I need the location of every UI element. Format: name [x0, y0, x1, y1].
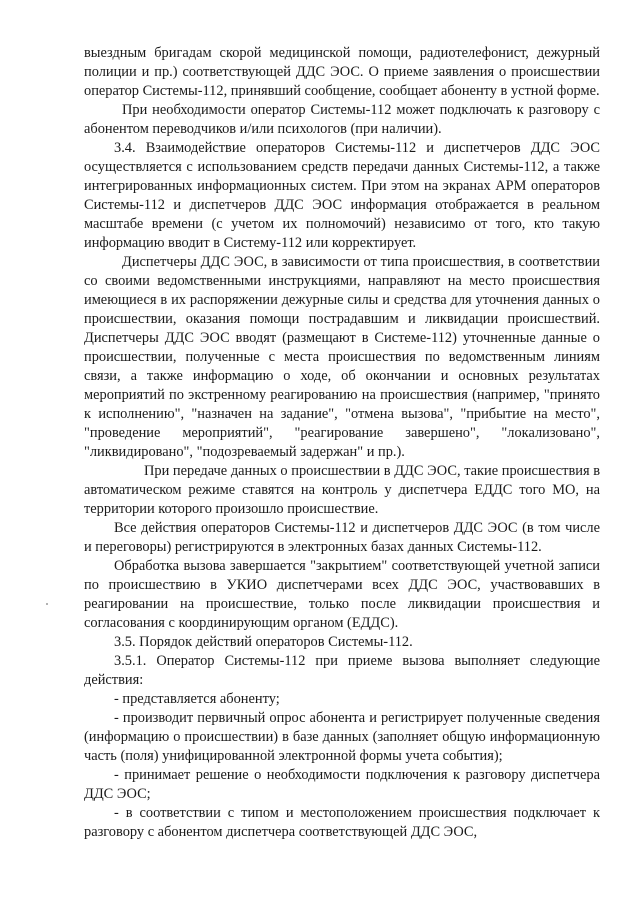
- paragraph-dispatchers: Диспетчеры ДДС ЭОС, в зависимости от типа происшествия, в соответствии со своими ведомственными инструкциями, направляют на место происшествия имеющиеся в их распоряжении дежурные силы и средства для уточнения данных о происшествии, оказания помощи пострадавшим и ликвидации происшествий. Диспетчеры ДДС ЭОС вводят (размещают в Системе-112) уточненные данные о происшествии, полученные с места происшествия по ведомственным линиям связи, а также информацию о ходе, об окончании и основных результатах мероприятий по экстренному реагированию на происшествия (например, "принято к исполнению", "назначен на задание", "отмена вызова", "прибытие на место", "проведение мероприятий", "реагирование завершено", "локализовано", "ликвидировано", "подозреваемый задержан" и пр.).: [84, 254, 600, 460]
- scan-speck: [46, 603, 48, 605]
- paragraph-continuation: выездным бригадам скорой медицинской помощи, радиотелефонист, дежурный полиции и пр.) соответствующей ДДС ЭОС. О приеме заявления о происшествии оператор Системы-112, принявший сообщение, сообщает абоненту в устной форме.: [84, 45, 600, 99]
- paragraph-registration: Все действия операторов Системы-112 и диспетчеров ДДС ЭОС (в том числе и переговоры) регистрируются в электронных базах данных Системы-112.: [84, 520, 600, 555]
- paragraph-call-closing: Обработка вызова завершается "закрытием" соответствующей учетной записи по происшествию в УКИО диспетчерами всех ДДС ЭОС, участвовавших в реагировании на происшествие, только после ликвидации происшествия и согласования с координирующим органом (ЕДДС).: [84, 558, 600, 631]
- list-item-connects-dispatcher: - в соответствии с типом и местоположением происшествия подключает к разговору с абонентом диспетчера соответствующей ДДС ЭОС,: [84, 805, 600, 840]
- list-item-primary-survey: - производит первичный опрос абонента и регистрирует полученные сведения (информацию о происшествии) в базе данных (заполняет общую информационную часть (поля) унифицированной электронной формы учета события);: [84, 710, 600, 764]
- paragraph-interpreters: При необходимости оператор Системы-112 может подключать к разговору с абонентом переводчиков и/или психологов (при наличии).: [84, 102, 600, 137]
- list-item-decision: - принимает решение о необходимости подключения к разговору диспетчера ДДС ЭОС;: [84, 767, 600, 802]
- paragraph-data-transfer: При передаче данных о происшествии в ДДС ЭОС, такие происшествия в автоматическом режиме ставятся на контроль у диспетчера ЕДДС того МО, на территории которого произошло происшествие.: [84, 463, 600, 517]
- paragraph-section-3-4: 3.4. Взаимодействие операторов Системы-112 и диспетчеров ДДС ЭОС осуществляется с использованием средств передачи данных Системы-112, а также интегрированных информационных систем. При этом на экранах АРМ операторов Системы-112 и диспетчеров ДДС ЭОС информация отображается в реальном масштабе времени (с учетом их полномочий) независимо от того, кто такую информацию вводит в Систему-112 или корректирует.: [84, 140, 600, 251]
- list-item-introduces: - представляется абоненту;: [114, 691, 280, 707]
- section-heading-3-5: 3.5. Порядок действий операторов Системы-112.: [114, 634, 413, 650]
- document-page: [84, 44, 600, 842]
- paragraph-3-5-1: 3.5.1. Оператор Системы-112 при приеме вызова выполняет следующие действия:: [84, 653, 600, 688]
